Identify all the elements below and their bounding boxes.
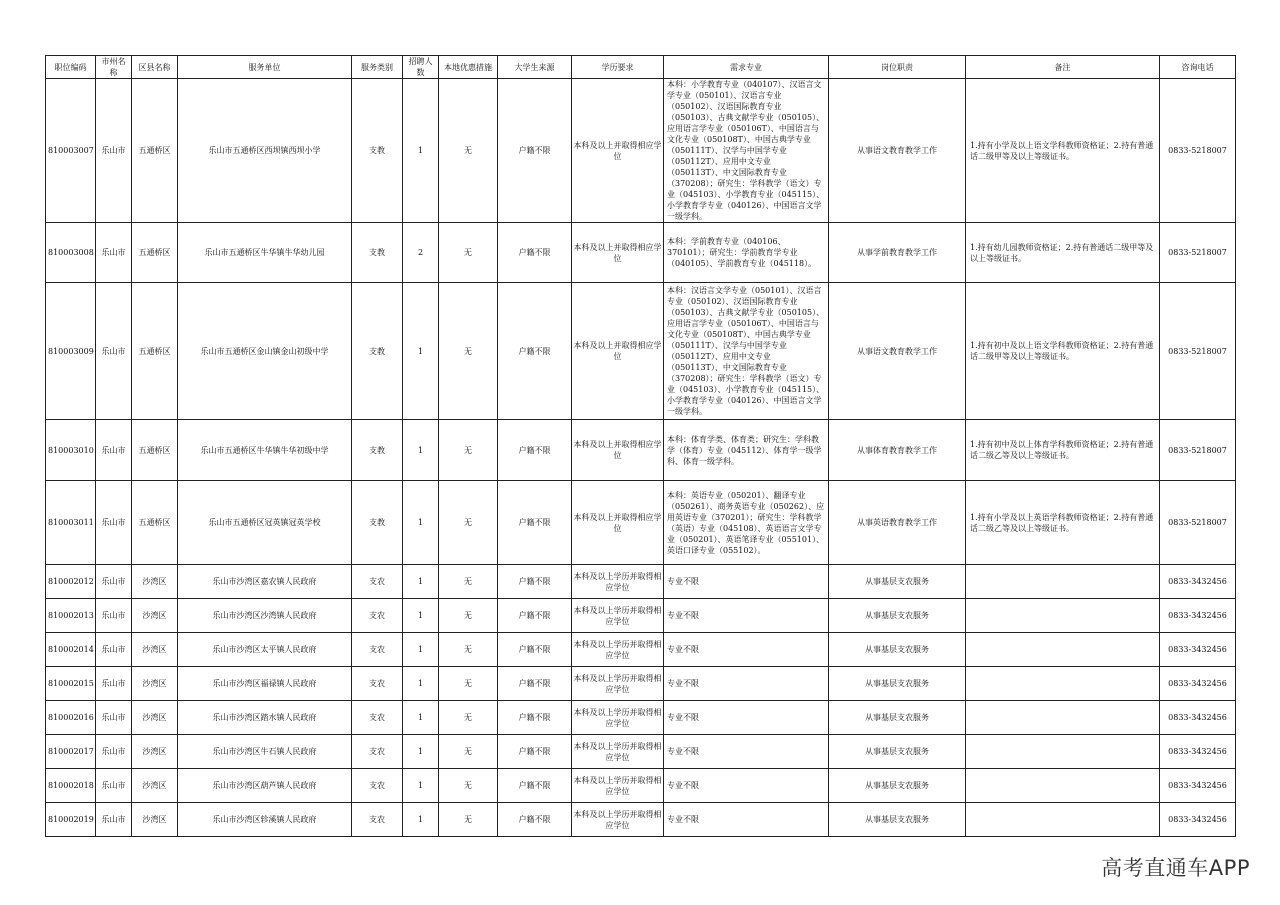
cell-count: 2 [403, 223, 439, 283]
cell-phone: 0833-3432456 [1160, 701, 1236, 735]
cell-local: 无 [439, 735, 498, 769]
header-source: 大学生来源 [498, 56, 572, 79]
table-row [46, 769, 1236, 803]
cell-local: 无 [439, 769, 498, 803]
table-row [46, 223, 1236, 283]
cell-major: 本科：小学教育专业（040107）、汉语言文学专业（050101）、汉语言专业（050102）、汉语国际教育专业（050103）、古典文献学专业（050105）、应用语言学专业（050106T）、中国语言与文化专业（050108T）、中国古典学专业（050111T）、汉学与中国学专业（050112T）、应用中文专业（050113T）、中文国际教育专业（370208）；研究生：学科教学（语文）专业（045103）、小学教育专业（045115）、小学教育学专业（040126）、中国语言文学一级学科。 [664, 79, 829, 223]
cell-local: 无 [439, 223, 498, 283]
cell-remark [966, 735, 1160, 769]
cell-code: 810003010 [46, 420, 96, 481]
cell-phone: 0833-3432456 [1160, 735, 1236, 769]
cell-city: 乐山市 [96, 735, 132, 769]
cell-edu: 本科及以上学历并取得相应学位 [572, 565, 664, 599]
header-code: 职位编码 [46, 56, 96, 79]
header-district: 区县名称 [132, 56, 178, 79]
cell-duty: 从事基层支农服务 [829, 633, 966, 667]
cell-major: 本科：学前教育专业（040106、370101）；研究生：学前教育学专业（040105）、学前教育专业（045118）。 [664, 223, 829, 283]
cell-district: 五通桥区 [132, 481, 178, 565]
cell-unit: 乐山市沙湾区太平镇人民政府 [178, 633, 352, 667]
cell-count: 1 [403, 633, 439, 667]
cell-major: 专业不限 [664, 633, 829, 667]
cell-count: 1 [403, 701, 439, 735]
cell-source: 户籍不限 [498, 223, 572, 283]
cell-edu: 本科及以上学历并取得相应学位 [572, 735, 664, 769]
cell-source: 户籍不限 [498, 769, 572, 803]
cell-unit: 乐山市五通桥区冠英镇冠英学校 [178, 481, 352, 565]
cell-source: 户籍不限 [498, 481, 572, 565]
cell-edu: 本科及以上并取得相应学位 [572, 481, 664, 565]
cell-local: 无 [439, 667, 498, 701]
cell-code: 810003011 [46, 481, 96, 565]
header-major: 需求专业 [664, 56, 829, 79]
cell-district: 五通桥区 [132, 223, 178, 283]
cell-category: 支农 [352, 701, 403, 735]
cell-city: 乐山市 [96, 283, 132, 420]
cell-count: 1 [403, 599, 439, 633]
header-category: 服务类别 [352, 56, 403, 79]
cell-duty: 从事基层支农服务 [829, 701, 966, 735]
cell-city: 乐山市 [96, 420, 132, 481]
cell-city: 乐山市 [96, 599, 132, 633]
cell-unit: 乐山市沙湾区沙湾镇人民政府 [178, 599, 352, 633]
cell-local: 无 [439, 633, 498, 667]
header-remark: 备注 [966, 56, 1160, 79]
cell-code: 810002012 [46, 565, 96, 599]
cell-category: 支农 [352, 769, 403, 803]
cell-category: 支农 [352, 599, 403, 633]
cell-duty: 从事体育教育教学工作 [829, 420, 966, 481]
cell-unit: 乐山市沙湾区牛石镇人民政府 [178, 735, 352, 769]
cell-remark: 1.持有小学及以上语文学科教师资格证；2.持有普通话二级甲等及以上等级证书。 [966, 79, 1160, 223]
cell-district: 沙湾区 [132, 735, 178, 769]
cell-city: 乐山市 [96, 803, 132, 837]
cell-count: 1 [403, 283, 439, 420]
cell-city: 乐山市 [96, 769, 132, 803]
table-row [46, 735, 1236, 769]
header-duty: 岗位职责 [829, 56, 966, 79]
cell-major: 专业不限 [664, 701, 829, 735]
cell-phone: 0833-5218007 [1160, 79, 1236, 223]
cell-code: 810002017 [46, 735, 96, 769]
table-row [46, 420, 1236, 481]
cell-count: 1 [403, 803, 439, 837]
cell-local: 无 [439, 565, 498, 599]
cell-edu: 本科及以上学历并取得相应学位 [572, 599, 664, 633]
cell-unit: 乐山市五通桥区金山镇金山初级中学 [178, 283, 352, 420]
cell-code: 810003009 [46, 283, 96, 420]
table-row [46, 79, 1236, 223]
table-row [46, 701, 1236, 735]
cell-category: 支教 [352, 481, 403, 565]
cell-count: 1 [403, 420, 439, 481]
cell-city: 乐山市 [96, 633, 132, 667]
cell-code: 810003007 [46, 79, 96, 223]
cell-count: 1 [403, 79, 439, 223]
cell-code: 810002018 [46, 769, 96, 803]
cell-edu: 本科及以上学历并取得相应学位 [572, 769, 664, 803]
cell-remark [966, 565, 1160, 599]
cell-unit: 乐山市沙湾区福禄镇人民政府 [178, 667, 352, 701]
cell-city: 乐山市 [96, 79, 132, 223]
cell-city: 乐山市 [96, 667, 132, 701]
cell-source: 户籍不限 [498, 735, 572, 769]
cell-edu: 本科及以上学历并取得相应学位 [572, 633, 664, 667]
cell-local: 无 [439, 803, 498, 837]
table-row [46, 599, 1236, 633]
cell-major: 专业不限 [664, 599, 829, 633]
cell-remark: 1.持有小学及以上英语学科教师资格证；2.持有普通话二级乙等及以上等级证书。 [966, 481, 1160, 565]
cell-edu: 本科及以上并取得相应学位 [572, 79, 664, 223]
cell-district: 沙湾区 [132, 701, 178, 735]
cell-edu: 本科及以上学历并取得相应学位 [572, 667, 664, 701]
cell-district: 沙湾区 [132, 769, 178, 803]
cell-category: 支农 [352, 667, 403, 701]
watermark-text: 高考直通车APP [1101, 856, 1250, 880]
cell-unit: 乐山市五通桥区牛华镇牛华幼儿园 [178, 223, 352, 283]
cell-district: 沙湾区 [132, 667, 178, 701]
table-row [46, 481, 1236, 565]
cell-unit: 乐山市五通桥区牛华镇牛华初级中学 [178, 420, 352, 481]
cell-source: 户籍不限 [498, 803, 572, 837]
cell-code: 810003008 [46, 223, 96, 283]
cell-duty: 从事基层支农服务 [829, 599, 966, 633]
cell-duty: 从事英语教育教学工作 [829, 481, 966, 565]
cell-source: 户籍不限 [498, 79, 572, 223]
cell-major: 专业不限 [664, 735, 829, 769]
cell-district: 沙湾区 [132, 803, 178, 837]
cell-category: 支教 [352, 223, 403, 283]
table-row [46, 283, 1236, 420]
cell-source: 户籍不限 [498, 565, 572, 599]
table-row [46, 633, 1236, 667]
cell-major: 专业不限 [664, 565, 829, 599]
cell-category: 支教 [352, 283, 403, 420]
cell-remark [966, 633, 1160, 667]
cell-remark [966, 769, 1160, 803]
table-row [46, 667, 1236, 701]
cell-code: 810002019 [46, 803, 96, 837]
cell-major: 本科：体育学类、体育类；研究生：学科教学（体育）专业（045112）、体育学一级学科、体育一级学科。 [664, 420, 829, 481]
cell-source: 户籍不限 [498, 420, 572, 481]
cell-local: 无 [439, 599, 498, 633]
cell-local: 无 [439, 701, 498, 735]
cell-phone: 0833-3432456 [1160, 599, 1236, 633]
header-row [46, 56, 1236, 79]
cell-edu: 本科及以上并取得相应学位 [572, 223, 664, 283]
cell-duty: 从事学前教育教学工作 [829, 223, 966, 283]
cell-remark [966, 667, 1160, 701]
cell-duty: 从事语文教育教学工作 [829, 79, 966, 223]
cell-duty: 从事基层支农服务 [829, 735, 966, 769]
cell-source: 户籍不限 [498, 283, 572, 420]
cell-major: 专业不限 [664, 667, 829, 701]
cell-phone: 0833-3432456 [1160, 667, 1236, 701]
cell-category: 支教 [352, 79, 403, 223]
cell-phone: 0833-3432456 [1160, 803, 1236, 837]
header-count: 招聘人数 [403, 56, 439, 79]
cell-count: 1 [403, 769, 439, 803]
cell-category: 支教 [352, 420, 403, 481]
job-table [45, 55, 1236, 837]
cell-code: 810002015 [46, 667, 96, 701]
cell-local: 无 [439, 481, 498, 565]
cell-remark [966, 599, 1160, 633]
cell-category: 支农 [352, 633, 403, 667]
cell-count: 1 [403, 667, 439, 701]
cell-city: 乐山市 [96, 481, 132, 565]
cell-duty: 从事基层支农服务 [829, 769, 966, 803]
cell-phone: 0833-5218007 [1160, 283, 1236, 420]
header-phone: 咨询电话 [1160, 56, 1236, 79]
cell-major: 专业不限 [664, 769, 829, 803]
cell-district: 五通桥区 [132, 283, 178, 420]
cell-city: 乐山市 [96, 701, 132, 735]
cell-duty: 从事基层支农服务 [829, 803, 966, 837]
cell-district: 沙湾区 [132, 633, 178, 667]
cell-district: 五通桥区 [132, 79, 178, 223]
cell-unit: 乐山市沙湾区嘉农镇人民政府 [178, 565, 352, 599]
cell-duty: 从事基层支农服务 [829, 667, 966, 701]
cell-edu: 本科及以上并取得相应学位 [572, 420, 664, 481]
header-city: 市州名称 [96, 56, 132, 79]
cell-remark: 1.持有初中及以上体育学科教师资格证；2.持有普通话二级乙等及以上等级证书。 [966, 420, 1160, 481]
cell-duty: 从事语文教育教学工作 [829, 283, 966, 420]
cell-major: 专业不限 [664, 803, 829, 837]
header-unit: 服务单位 [178, 56, 352, 79]
cell-unit: 乐山市沙湾区葫芦镇人民政府 [178, 769, 352, 803]
cell-unit: 乐山市沙湾区踏水镇人民政府 [178, 701, 352, 735]
cell-category: 支农 [352, 565, 403, 599]
cell-phone: 0833-5218007 [1160, 223, 1236, 283]
table-row [46, 803, 1236, 837]
cell-major: 本科：汉语言文学专业（050101）、汉语言专业（050102）、汉语国际教育专业（050103）、古典文献学专业（050105）、应用语言学专业（050106T）、中国语言与文化专业（050108T）、中国古典学专业（050111T）、汉学与中国学专业（050112T）、应用中文专业（050113T）、中文国际教育专业（370208）；研究生：学科教学（语文）专业（045103）、小学教育专业（045115）、小学教育学专业（040126）、中国语言文学一级学科。 [664, 283, 829, 420]
cell-remark [966, 701, 1160, 735]
cell-code: 810002016 [46, 701, 96, 735]
cell-remark [966, 803, 1160, 837]
cell-district: 沙湾区 [132, 599, 178, 633]
cell-major: 本科：英语专业（050201）、翻译专业（050261）、商务英语专业（050262）、应用英语专业（370201）；研究生：学科教学（英语）专业（045108）、英语语言文学专业（050201）、英语笔译专业（055101）、英语口译专业（055102）。 [664, 481, 829, 565]
cell-duty: 从事基层支农服务 [829, 565, 966, 599]
cell-code: 810002013 [46, 599, 96, 633]
cell-local: 无 [439, 283, 498, 420]
cell-unit: 乐山市五通桥区西坝镇西坝小学 [178, 79, 352, 223]
table-row [46, 565, 1236, 599]
cell-category: 支农 [352, 803, 403, 837]
cell-city: 乐山市 [96, 565, 132, 599]
cell-count: 1 [403, 565, 439, 599]
cell-city: 乐山市 [96, 223, 132, 283]
cell-phone: 0833-3432456 [1160, 565, 1236, 599]
cell-source: 户籍不限 [498, 701, 572, 735]
cell-source: 户籍不限 [498, 633, 572, 667]
header-local: 本地优惠措施 [439, 56, 498, 79]
cell-edu: 本科及以上学历并取得相应学位 [572, 701, 664, 735]
cell-local: 无 [439, 420, 498, 481]
cell-phone: 0833-3432456 [1160, 769, 1236, 803]
cell-unit: 乐山市沙湾区轸溪镇人民政府 [178, 803, 352, 837]
cell-phone: 0833-5218007 [1160, 420, 1236, 481]
cell-local: 无 [439, 79, 498, 223]
cell-source: 户籍不限 [498, 599, 572, 633]
cell-source: 户籍不限 [498, 667, 572, 701]
cell-code: 810002014 [46, 633, 96, 667]
header-edu: 学历要求 [572, 56, 664, 79]
cell-phone: 0833-3432456 [1160, 633, 1236, 667]
cell-remark: 1.持有幼儿园教师资格证；2.持有普通话二级甲等及以上等级证书。 [966, 223, 1160, 283]
cell-district: 沙湾区 [132, 565, 178, 599]
cell-edu: 本科及以上并取得相应学位 [572, 283, 664, 420]
cell-phone: 0833-5218007 [1160, 481, 1236, 565]
cell-edu: 本科及以上学历并取得相应学位 [572, 803, 664, 837]
cell-district: 五通桥区 [132, 420, 178, 481]
cell-count: 1 [403, 735, 439, 769]
cell-category: 支农 [352, 735, 403, 769]
cell-count: 1 [403, 481, 439, 565]
cell-remark: 1.持有初中及以上语文学科教师资格证；2.持有普通话二级甲等及以上等级证书。 [966, 283, 1160, 420]
